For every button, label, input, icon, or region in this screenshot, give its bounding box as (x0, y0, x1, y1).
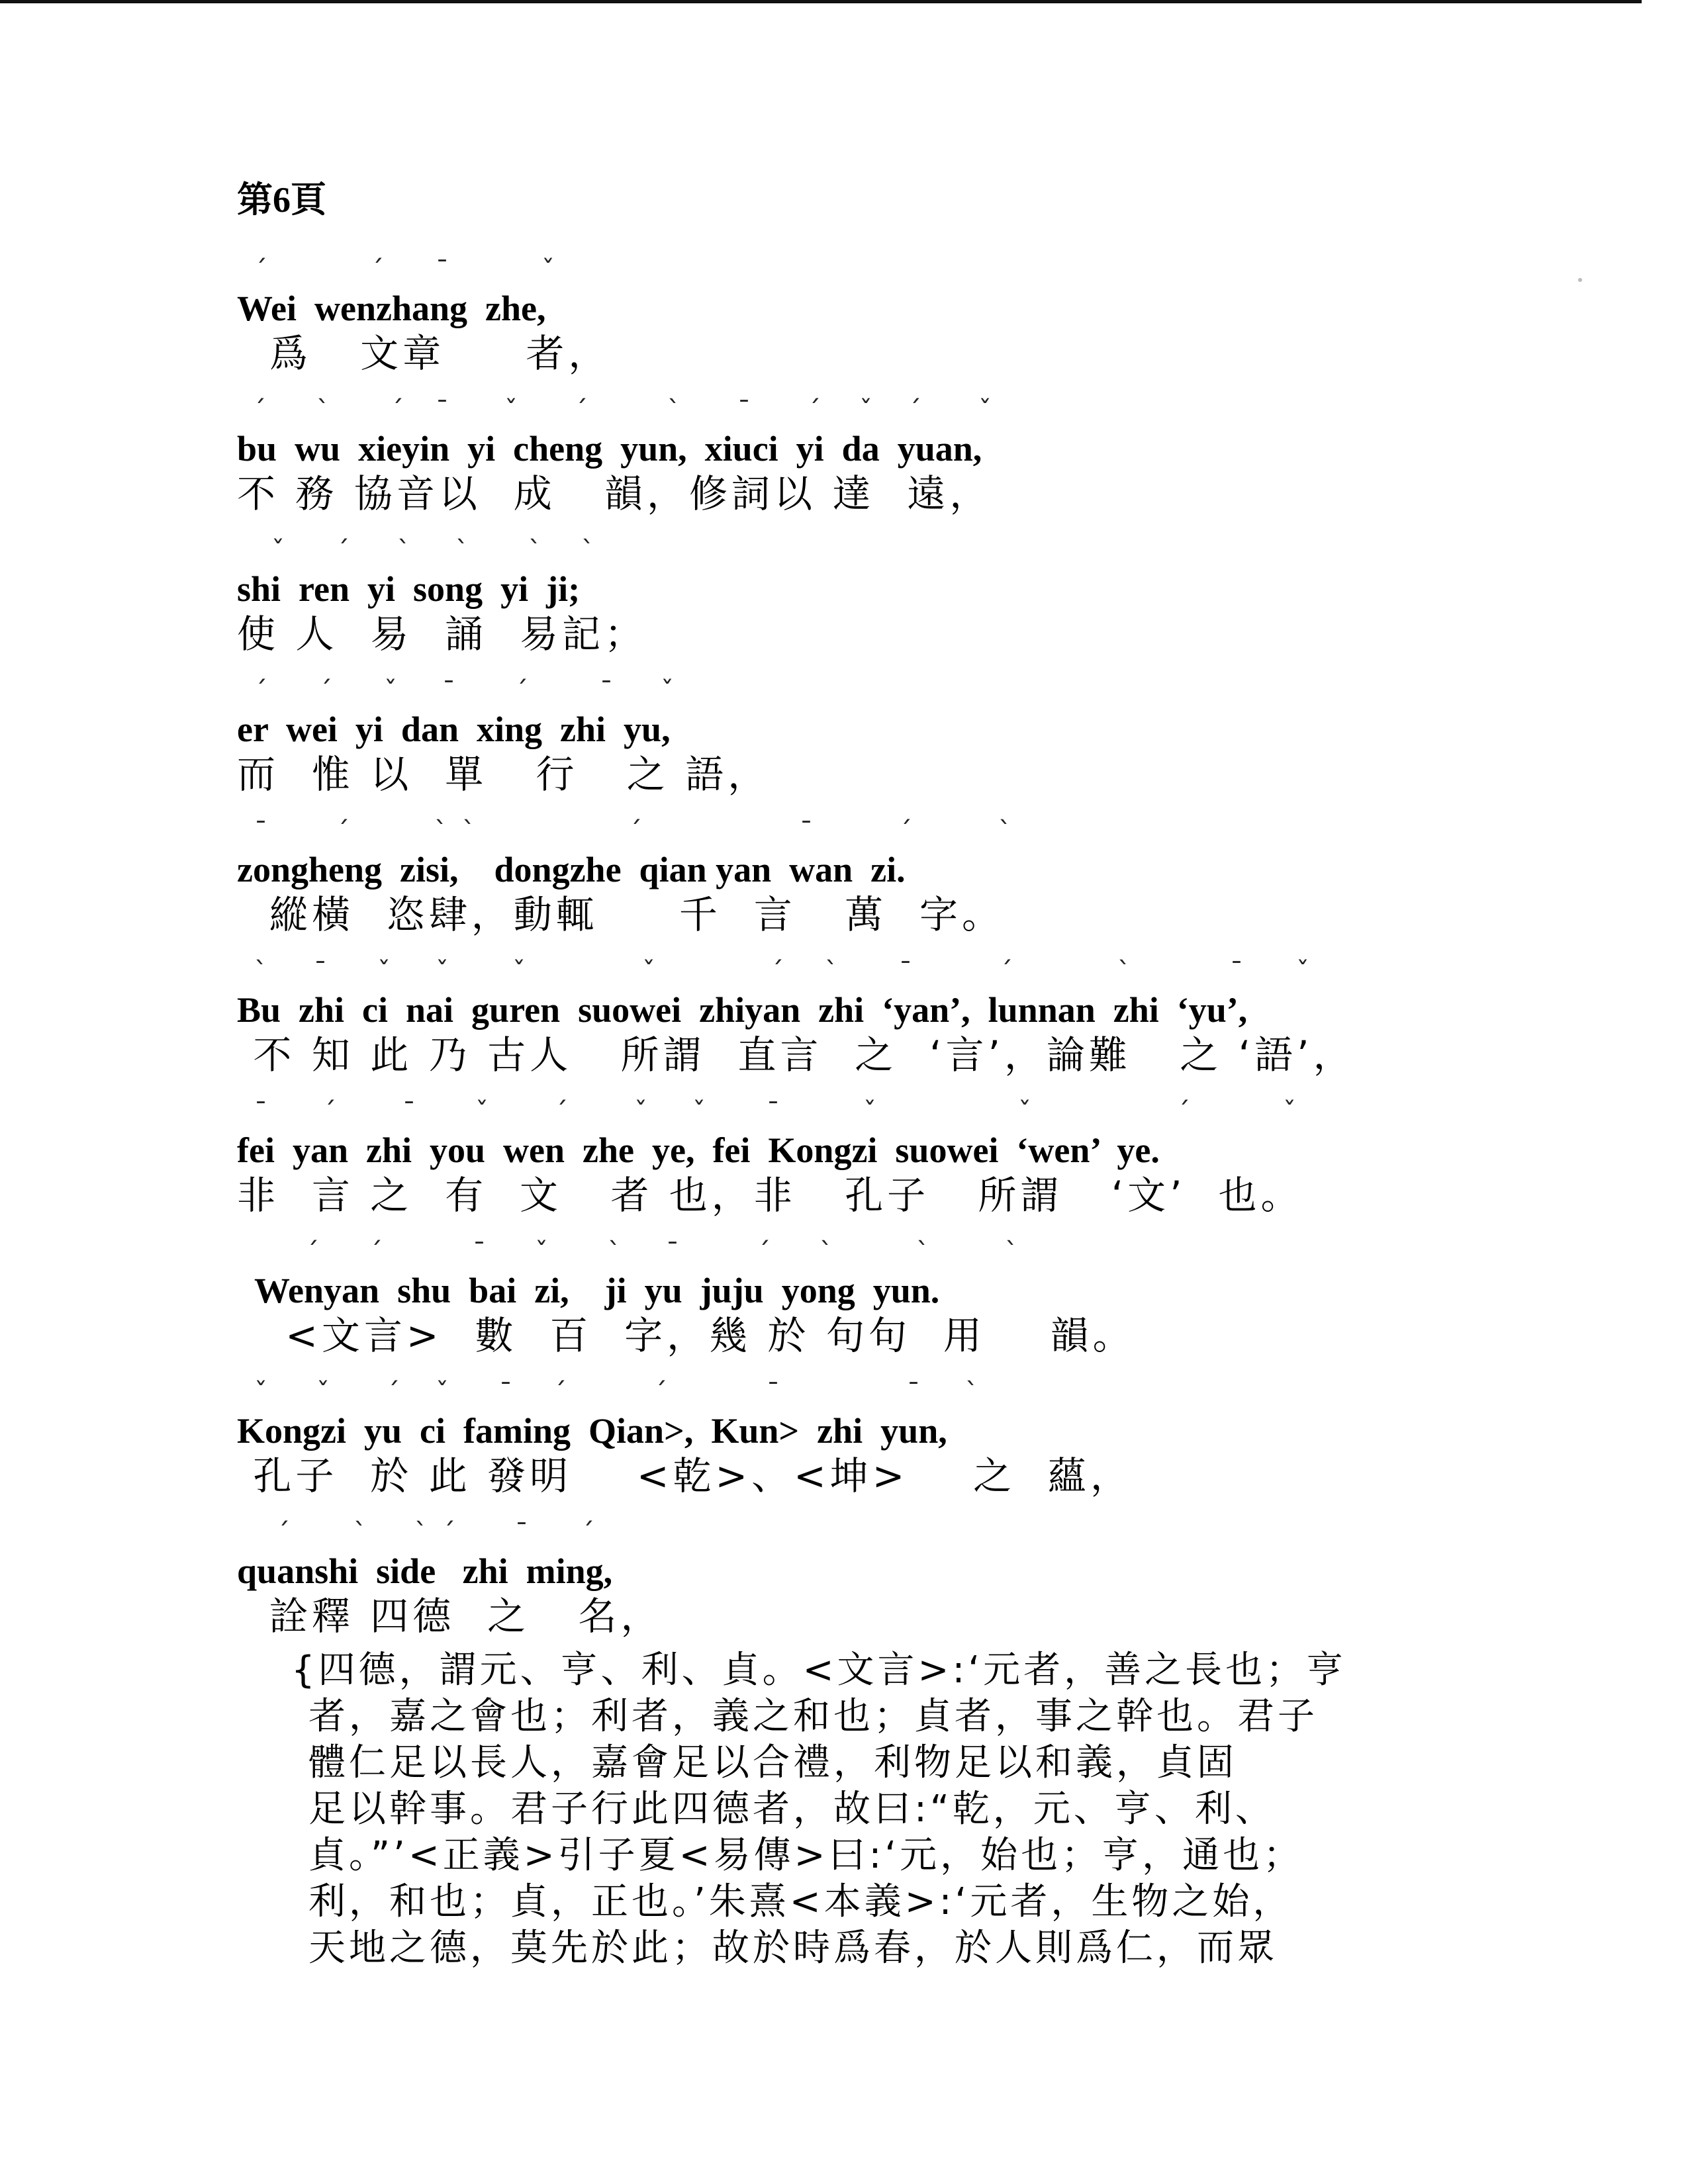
tone-mark: ˊ (629, 817, 642, 847)
tone-mark: ˋ (316, 396, 330, 426)
pinyin-line: shi ren yi song yi ji; (237, 569, 581, 609)
tone-mark: ˉ (436, 255, 449, 286)
pinyin-line: er wei yi dan xing zhi yu, (237, 709, 671, 749)
tone-mark: ˊ (253, 396, 266, 426)
chinese-line: 爲 文章 者， (237, 331, 611, 376)
note-line: 體仁足以長人，嘉會足以合禮，利物足以和義，貞固 (308, 1741, 1237, 1784)
tone-mark: ˉ (767, 1097, 780, 1128)
chinese-line: 非 言 之 有 文 者 也，非 孔子 所謂 ‘文’ 也。 (237, 1173, 1303, 1218)
tone-marks (237, 1517, 1495, 1550)
tone-mark: ˉ (436, 396, 449, 426)
tone-mark: ˇ (436, 957, 449, 987)
tone-mark: ˊ (277, 1518, 290, 1549)
tone-mark: ˊ (306, 1238, 319, 1268)
tone-mark: ˋ (254, 957, 267, 987)
tone-mark: ˉ (1230, 957, 1243, 987)
tone-mark: ˉ (600, 676, 613, 707)
tone-mark: ˊ (757, 1238, 771, 1268)
tone-mark: ˊ (323, 1097, 336, 1128)
tone-marks (237, 1377, 1495, 1410)
pinyin-line: Bu zhi ci nai guren suowei zhiyan zhi ‘yan’, lunnan zhi ‘yu’, (237, 990, 1248, 1030)
tone-marks (237, 535, 1495, 568)
chinese-line: 而 惟 以 單 行 之 語， (237, 752, 771, 797)
tone-mark: ˋ (434, 817, 447, 847)
tone-mark: ˇ (692, 1097, 706, 1128)
tone-mark: ˇ (642, 957, 655, 987)
pinyin-line: Wei wenzhang zhe, (237, 289, 546, 328)
page-number: 第6頁 (237, 180, 326, 220)
tone-mark: ˋ (353, 1518, 367, 1549)
chinese-line: 縱橫 恣肆，動輒 千 言 萬 字。 (237, 892, 1004, 937)
tone-mark: ˋ (581, 536, 594, 567)
tone-mark: ˊ (515, 676, 528, 707)
pinyin-line: Wenyan shu bai zi, ji yu juju yong yun. (237, 1271, 940, 1310)
note-line: 天地之德，莫先於此；故於時爲春，於人則爲仁，而眾 (308, 1927, 1278, 1970)
tone-mark: ˊ (1177, 1097, 1190, 1128)
tone-mark: ˋ (965, 1378, 978, 1408)
tone-marks (237, 1096, 1495, 1129)
chinese-line: 使 人 易 誦 易記； (237, 612, 647, 657)
tone-mark: ˉ (907, 1378, 920, 1408)
pinyin-line: zongheng zisi, dongzhe qian yan wan zi. (237, 850, 906, 889)
verse (237, 535, 1495, 675)
tone-mark: ˇ (504, 396, 518, 426)
tone-mark: ˉ (767, 1378, 780, 1408)
tone-mark: ˊ (908, 396, 921, 426)
tone-mark: ˉ (499, 1378, 512, 1408)
tone-mark: ˉ (899, 957, 912, 987)
tone-mark: ˇ (978, 396, 992, 426)
tone-mark: ˉ (737, 396, 751, 426)
tone-mark: ˇ (859, 396, 872, 426)
tone-mark: ˋ (455, 536, 469, 567)
tone-mark: ˇ (384, 676, 397, 707)
note-line: 者，嘉之會也；利者，義之和也；貞者，事之幹也。君子 (308, 1695, 1318, 1738)
tone-mark: ˊ (442, 1518, 455, 1549)
tone-mark: ˊ (336, 817, 350, 847)
tone-marks (237, 675, 1495, 708)
tone-mark: ˉ (666, 1238, 679, 1268)
tone-mark: ˇ (1018, 1097, 1031, 1128)
tone-mark: ˊ (391, 396, 404, 426)
tone-mark: ˊ (319, 676, 332, 707)
tone-mark: ˇ (475, 1097, 489, 1128)
tone-mark: ˊ (254, 676, 267, 707)
tone-mark: ˊ (369, 1238, 383, 1268)
tone-mark: ˉ (442, 676, 455, 707)
tone-mark: ˊ (808, 396, 821, 426)
tone-mark: ˋ (462, 817, 475, 847)
tone-mark: ˇ (634, 1097, 647, 1128)
tone-mark: ˋ (528, 536, 541, 567)
tone-mark: ˇ (254, 1378, 267, 1408)
tone-mark: ˊ (771, 957, 784, 987)
tone-mark: ˋ (916, 1238, 929, 1268)
tone-mark: ˋ (397, 536, 410, 567)
tone-mark: ˋ (1117, 957, 1131, 987)
tone-marks (237, 1236, 1495, 1269)
tone-mark: ˇ (377, 957, 391, 987)
tone-mark: ˉ (254, 817, 267, 847)
note-line: 利，和也；貞，正也。’朱熹<本義>:‘元者，生物之始， (308, 1880, 1293, 1923)
tone-mark: ˇ (1296, 957, 1309, 987)
verse (237, 1517, 1495, 1653)
pinyin-line: Kongzi yu ci faming Qian>, Kun> zhi yun, (237, 1411, 947, 1451)
pinyin-line: bu wu xieyin yi cheng yun, xiuci yi da yuan, (237, 429, 982, 469)
verse (237, 1096, 1495, 1236)
tone-mark: ˊ (899, 817, 912, 847)
chinese-line: 不 知 此 乃 古人 所謂 直言 之 ‘言’，論難 之 ‘語’， (237, 1032, 1356, 1077)
tone-mark: ˊ (254, 255, 267, 286)
tone-mark: ˉ (314, 957, 327, 987)
note-line: 貞。”’<正義>引子夏<易傳>曰:‘元，始也；亨，通也； (308, 1834, 1304, 1877)
tone-marks (237, 394, 1495, 428)
scan-border (0, 0, 1642, 3)
tone-mark: ˊ (581, 1518, 594, 1549)
tone-mark: ˊ (387, 1378, 400, 1408)
tone-mark: ˋ (414, 1518, 428, 1549)
tone-mark: ˉ (254, 1097, 267, 1128)
tone-mark: ˋ (608, 1238, 621, 1268)
chinese-line: 詮釋 四德 之 名， (237, 1594, 663, 1639)
tone-mark: ˉ (402, 1097, 416, 1128)
chinese-line: <文言> 數 百 字，幾 於 句句 用 韻。 (237, 1313, 1135, 1358)
tone-mark: ˇ (271, 536, 285, 567)
tone-marks (237, 815, 1495, 848)
tone-mark: ˋ (820, 1238, 833, 1268)
verse (237, 815, 1495, 956)
tone-mark: ˊ (553, 1378, 567, 1408)
verse (237, 1377, 1495, 1517)
note-line: 足以幹事。君子行此四德者，故曰:“乾，元、亨、利、 (308, 1788, 1276, 1831)
tone-mark: ˉ (473, 1238, 486, 1268)
page-content (237, 182, 1495, 1972)
tone-mark: ˊ (1000, 957, 1013, 987)
tone-mark: ˋ (1005, 1238, 1018, 1268)
pinyin-line: quanshi side zhi ming, (237, 1551, 613, 1591)
verse (237, 394, 1495, 535)
tone-mark: ˇ (1283, 1097, 1296, 1128)
tone-marks (237, 956, 1495, 989)
chinese-line: 不 務 協音以 成 韻，修詞以 達 遠， (237, 471, 992, 516)
tone-mark: ˇ (535, 1238, 548, 1268)
chinese-line: 孔子 於 此 發明 <乾>、<坤> 之 蘊， (237, 1453, 1133, 1498)
tone-mark: ˇ (436, 1378, 449, 1408)
verse (237, 254, 1495, 394)
verse (237, 675, 1495, 815)
pinyin-line: fei yan zhi you wen zhe ye, fei Kongzi suowei ‘wen’ ye. (237, 1130, 1160, 1170)
tone-mark: ˉ (800, 817, 813, 847)
tone-mark: ˊ (575, 396, 588, 426)
verse (237, 1236, 1495, 1377)
verse (237, 956, 1495, 1096)
scan-speck (1578, 278, 1582, 282)
commentary-note (237, 1647, 1495, 1972)
tone-mark: ˊ (336, 536, 350, 567)
note-line: {四德，謂元、亨、利、貞。<文言>:‘元者，善之長也；亨 (291, 1649, 1347, 1692)
tone-mark: ˋ (667, 396, 680, 426)
tone-mark: ˋ (998, 817, 1011, 847)
tone-mark: ˊ (555, 1097, 568, 1128)
tone-marks (237, 254, 1495, 287)
tone-mark: ˇ (316, 1378, 330, 1408)
tone-mark: ˇ (661, 676, 674, 707)
tone-mark: ˊ (371, 255, 384, 286)
tone-mark: ˊ (654, 1378, 667, 1408)
tone-mark: ˇ (541, 255, 555, 286)
tone-mark: ˇ (512, 957, 526, 987)
tone-mark: ˇ (863, 1097, 876, 1128)
tone-mark: ˋ (825, 957, 838, 987)
tone-mark: ˉ (515, 1518, 528, 1549)
